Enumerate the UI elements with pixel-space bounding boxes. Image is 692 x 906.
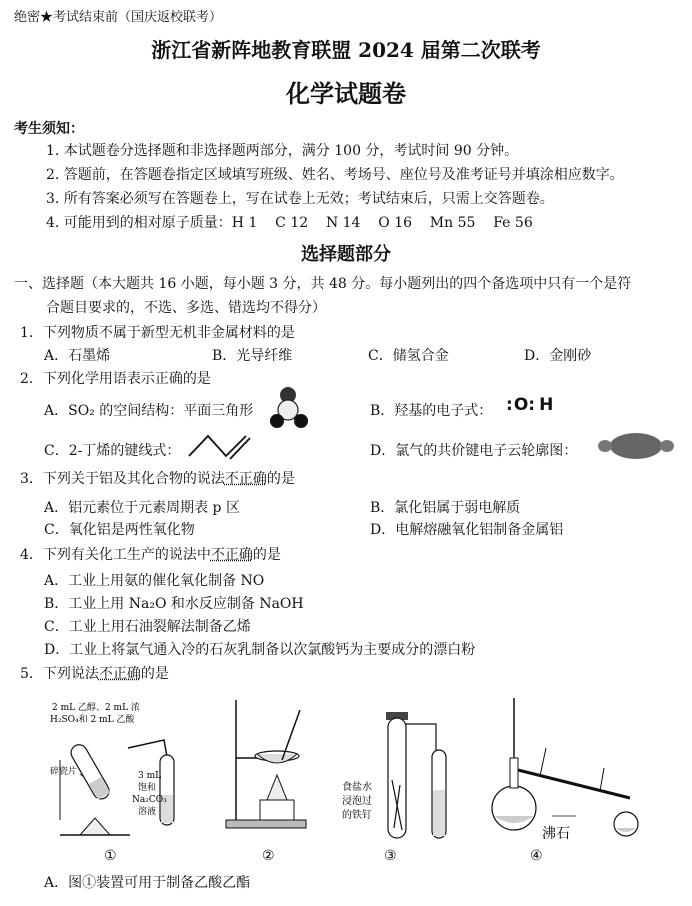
confidential-note: 绝密★考试结束前（国庆返校联考） <box>14 10 223 25</box>
svg-text:溶液: 溶液 <box>138 807 157 817</box>
svg-text:浸泡过: 浸泡过 <box>342 796 372 807</box>
q1-option-a: A．石墨烯 <box>44 348 111 364</box>
q1-option-c: C．储氢合金 <box>368 348 449 364</box>
figure-4-number: ④ <box>530 848 543 864</box>
svg-text:的铁钉: 的铁钉 <box>342 810 372 821</box>
apparatus-figure-2 <box>222 690 322 840</box>
q1-option-d: D．金刚砂 <box>524 348 592 364</box>
q5-stem: 5．下列说法不正确的是 <box>20 666 169 682</box>
figure-2-number: ② <box>262 848 275 864</box>
svg-text:碎瓷片: 碎瓷片 <box>50 767 78 777</box>
figure-1-number: ① <box>104 848 117 864</box>
q3-option-b: B．氯化铝属于弱电解质 <box>370 500 521 516</box>
apparatus-figure-4 <box>480 698 660 846</box>
q4-option-d: D．工业上将氯气通入冷的石灰乳制备以次氯酸钙为主要成分的漂白粉 <box>44 642 476 658</box>
q2-option-a: A．SO₂ 的空间结构：平面三角形 <box>44 403 254 419</box>
svg-text:Na₂CO₃: Na₂CO₃ <box>132 795 167 805</box>
exam-title: 浙江省新阵地教育联盟 2024 届第二次联考 <box>151 38 541 62</box>
notice-item-4: 4. 可能用到的相对原子质量：H 1 C 12 N 14 O 16 Mn 55 Fe 56 <box>46 215 533 231</box>
svg-text:沸石: 沸石 <box>542 826 570 842</box>
q2-option-b: B．羟基的电子式： <box>370 403 493 419</box>
exam-subtitle: 化学试题卷 <box>286 79 406 108</box>
svg-text:饱和: 饱和 <box>138 783 157 793</box>
q4-option-a: A．工业上用氨的催化氧化制备 NO <box>44 573 265 589</box>
q2-option-d: D．氯气的共价键电子云轮廓图： <box>370 443 578 459</box>
section-title: 选择题部分 <box>301 244 391 265</box>
q1-stem: 1．下列物质不属于新型无机非金属材料的是 <box>20 325 295 341</box>
so2-structure-image <box>268 383 318 429</box>
notice-item-2: 2. 答题前，在答题卷指定区域填写班级、姓名、考场号、座位号及准考证号并填涂相应数字。 <box>46 167 624 183</box>
q4-option-b: B．工业上用 Na₂O 和水反应制备 NaOH <box>44 596 304 612</box>
apparatus-figure-1 <box>40 700 210 850</box>
q3-option-a: A．铝元素位于元素周期表 p 区 <box>44 500 240 516</box>
apparatus-figure-3 <box>340 710 460 845</box>
part-intro-line2: 合题目要求的，不选、多选、错选均不得分） <box>46 300 326 316</box>
q2-stem: 2．下列化学用语表示正确的是 <box>20 371 211 387</box>
q5-option-a: A．图①装置可用于制备乙酸乙酯 <box>44 875 251 891</box>
q4-option-c: C．工业上用石油裂解法制备乙烯 <box>44 619 251 635</box>
q2-option-c: C．2-丁烯的键线式： <box>44 443 181 459</box>
q3-option-c: C．氧化铝是两性氧化物 <box>44 522 195 538</box>
notice-item-3: 3. 所有答案必须写在答题卷上，写在试卷上无效；考试结束后，只需上交答题卷。 <box>46 191 554 207</box>
svg-text:3 mL: 3 mL <box>138 771 162 781</box>
q4-stem: 4．下列有关化工生产的说法中不正确的是 <box>20 547 281 563</box>
notice-heading: 考生须知： <box>14 121 84 137</box>
svg-text:食盐水: 食盐水 <box>342 782 372 793</box>
figure-3-number: ③ <box>384 848 397 864</box>
q3-option-d: D．电解熔融氧化铝制备金属铝 <box>370 522 564 538</box>
hydroxyl-electron-formula: :O: H <box>506 395 554 415</box>
svg-text:H₂SO₄和 2 mL 乙酸: H₂SO₄和 2 mL 乙酸 <box>50 715 135 725</box>
part-intro-line1: 一、选择题（本大题共 16 小题，每小题 3 分，共 48 分。每小题列出的四个备选项中只有一个是符 <box>14 276 632 292</box>
q3-stem: 3．下列关于铝及其化合物的说法不正确的是 <box>20 471 295 487</box>
chlorine-electron-cloud-image <box>596 430 676 462</box>
svg-text:2 mL 乙醇、2 mL 浓: 2 mL 乙醇、2 mL 浓 <box>52 703 140 713</box>
2-butene-skeletal-formula <box>186 430 256 460</box>
notice-item-1: 1. 本试题卷分选择题和非选择题两部分，满分 100 分，考试时间 90 分钟。 <box>46 143 519 159</box>
q1-option-b: B．光导纤维 <box>212 348 293 364</box>
